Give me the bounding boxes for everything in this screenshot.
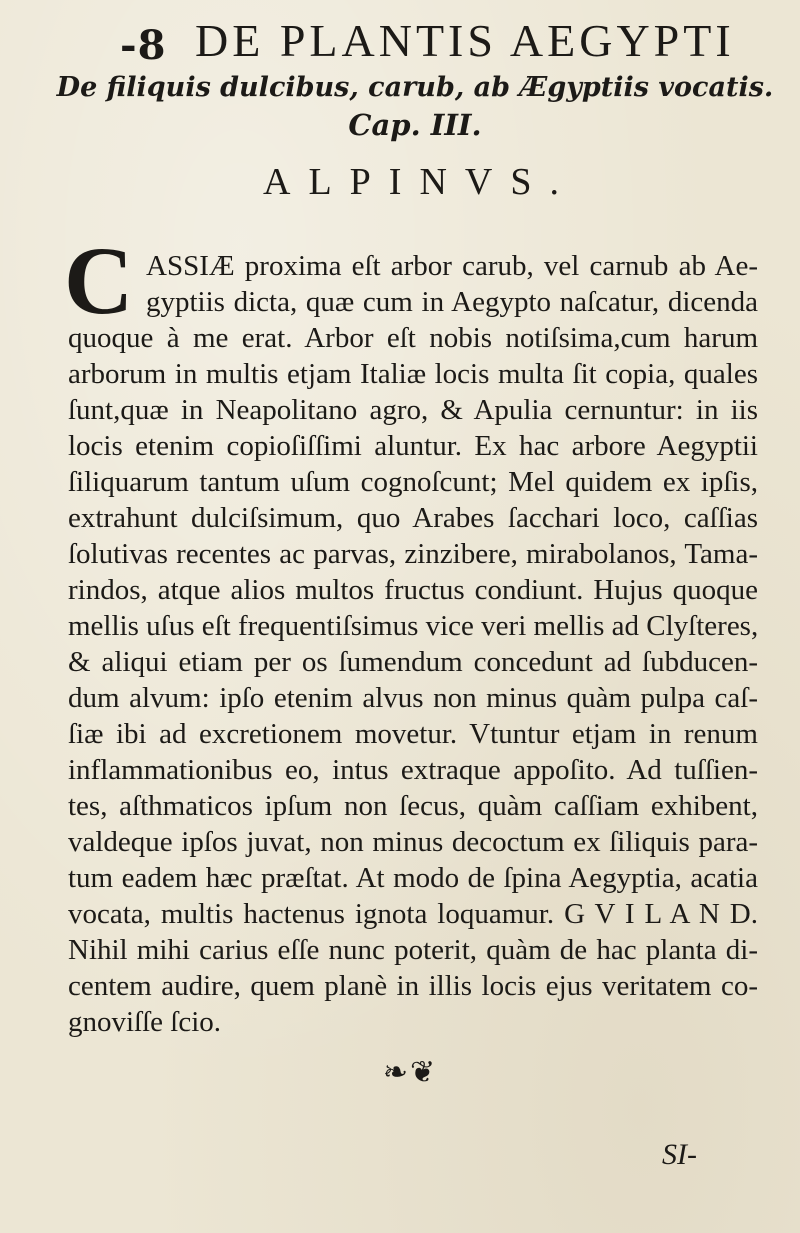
running-head (100, 14, 740, 70)
text-line: ſiliquarum tantum uſum cognoſcunt; Mel quidem ex ipſis, (68, 466, 758, 498)
author-heading: ALPINVS. (263, 161, 577, 203)
text-line: ſunt,quæ in Neapolitano agro, & Apulia cernuntur: in iis (68, 394, 758, 426)
catchword: SI- (662, 1138, 697, 1171)
text-line: vocata, multis hactenus ignota loquamur. G V I L A N D. (68, 898, 758, 930)
text-line: tum eadem hæc præſtat. At modo de ſpina Aegyptia, acatia (68, 862, 758, 894)
drop-cap: C (64, 227, 134, 334)
text-line: valdeque ipſos juvat, non minus decoctum ex ſiliquis para- (68, 826, 758, 858)
printers-ornament: ❧❦ (382, 1055, 438, 1090)
text-line: locis etenim copioſiſſimi aluntur. Ex hac arbore Aegyptii (68, 430, 758, 462)
text-line: dum alvum: ipſo etenim alvus non minus quàm pulpa caſ- (68, 682, 758, 714)
text-line: arborum in multis etjam Italiæ locis multa ſit copia, quales (68, 358, 758, 390)
text-line: & aliqui etiam per os ſumendum concedunt ad ſubducen- (68, 646, 758, 678)
text-line: extrahunt dulciſsimum, quo Arabes ſacchari loco, caſſias (68, 502, 758, 534)
text-line: centem audire, quem planè in illis locis ejus veritatem co- (68, 970, 758, 1002)
text-line: rindos, atque alios multos fructus condiunt. Hujus quoque (68, 574, 758, 606)
page-number: -8 (120, 22, 167, 69)
text-line: mellis uſus eſt frequentiſsimus vice veri mellis ad Clyſteres, (68, 610, 759, 642)
body-text (68, 248, 758, 1040)
text-line: ſolutivas recentes ac parvas, zinzibere, mirabolanos, Tama- (68, 538, 758, 570)
chapter-subtitle: De filiquis dulcibus, carub, ab Ægyptiis vocatis. (56, 72, 774, 103)
text-line: quoque à me erat. Arbor eſt nobis notiſsima,cum harum (68, 322, 758, 354)
text-line: inflammationibus eo, intus extraque appoſito. Ad tuſſien- (68, 754, 758, 786)
text-line: ASSIÆ proxima eſt arbor carub, vel carnub ab Ae- (146, 250, 758, 282)
text-line: gyptiis dicta, quæ cum in Aegypto naſcatur, dicenda (146, 286, 758, 318)
text-line: ſiæ ibi ad excretionem movetur. Vtuntur etjam in renum (68, 718, 758, 750)
running-head-title: DE PLANTIS AEGYPTI (195, 15, 735, 66)
text-line: gnoviſſe ſcio. (68, 1006, 222, 1038)
text-line: Nihil mihi carius eſſe nunc poterit, quàm de hac planta di- (68, 934, 758, 966)
text-line: tes, aſthmaticos ipſum non ſecus, quàm caſſiam exhibent, (68, 790, 758, 822)
chapter-number: Cap. III. (348, 108, 482, 142)
